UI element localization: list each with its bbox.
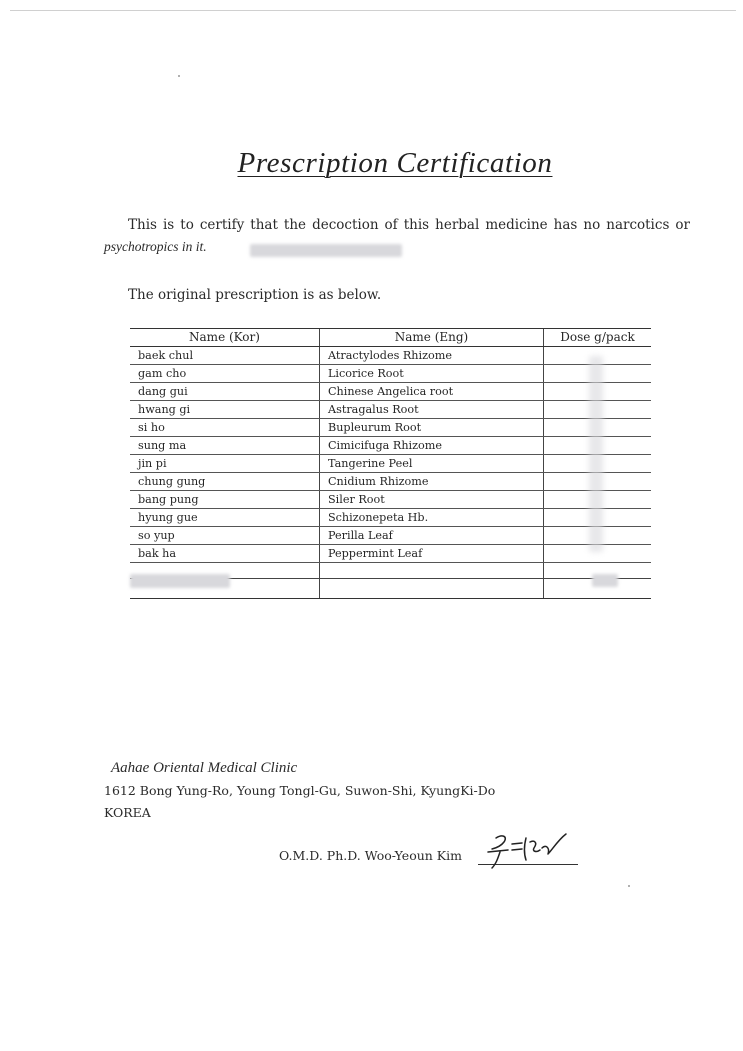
herb-name-eng: Peppermint Leaf [320,545,544,563]
header-dose: Dose g/pack [544,329,652,347]
herb-name-kor: baek chul [130,347,320,365]
redacted-total-label [130,574,230,588]
herb-name-kor: hwang gi [130,401,320,419]
herb-name-kor: gam cho [130,365,320,383]
clinic-country: KOREA [104,805,151,820]
herb-name-kor: jin pi [130,455,320,473]
herb-name-eng: Cnidium Rhizome [320,473,544,491]
redacted-text [250,244,402,257]
herb-name-kor: so yup [130,527,320,545]
header-name-kor: Name (Kor) [130,329,320,347]
page-top-border [10,10,736,11]
scan-speck [628,885,630,887]
herb-name-kor: sung ma [130,437,320,455]
herb-name-eng: Perilla Leaf [320,527,544,545]
scan-speck [178,75,180,77]
herb-name-eng: Bupleurum Root [320,419,544,437]
prescription-intro: The original prescription is as below. [128,287,382,303]
clinic-name: Aahae Oriental Medical Clinic [111,760,298,776]
redacted-total-dose [592,574,618,587]
header-name-eng: Name (Eng) [320,329,544,347]
table-row [130,437,651,455]
certification-text-line1: This is to certify that the decoction of this herbal medicine has no narcotics or [128,217,690,233]
herb-name-kor: bak ha [130,545,320,563]
herb-name-kor: hyung gue [130,509,320,527]
herb-name-eng: Atractylodes Rhizome [320,347,544,365]
herb-name-kor: bang pung [130,491,320,509]
table-row [130,545,651,563]
table-row [130,365,651,383]
table-row [130,401,651,419]
table-row [130,527,651,545]
doctor-credentials: O.M.D. Ph.D. Woo-Yeoun Kim [279,848,462,863]
herb-name-eng: Tangerine Peel [320,455,544,473]
herb-name-kor: dang gui [130,383,320,401]
herb-name-eng: Licorice Root [320,365,544,383]
table-row [130,347,651,365]
prescription-table [130,328,649,592]
herb-name-eng: Chinese Angelica root [320,383,544,401]
table-row [130,491,651,509]
table-row [130,383,651,401]
herb-name-eng: Schizonepeta Hb. [320,509,544,527]
herb-name-eng: Cimicifuga Rhizome [320,437,544,455]
herb-name-eng: Astragalus Root [320,401,544,419]
herb-name-kor: chung gung [130,473,320,491]
table-body [130,347,651,599]
redacted-dose-column [589,356,603,552]
clinic-address: 1612 Bong Yung-Ro, Young Tongl-Gu, Suwon-Shi, KyungKi-Do [104,783,496,798]
table-header-row [130,329,651,347]
handwritten-signature [482,828,578,872]
table-row [130,455,651,473]
herb-name-eng: Siler Root [320,491,544,509]
certification-text-line2: psychotropics in it. [104,239,207,254]
table-row [130,419,651,437]
document-title: Prescription Certification [237,147,553,179]
table-row [130,473,651,491]
total-cell [320,579,544,599]
table-row [130,509,651,527]
herb-name-kor: si ho [130,419,320,437]
spacer-cell [320,563,544,579]
